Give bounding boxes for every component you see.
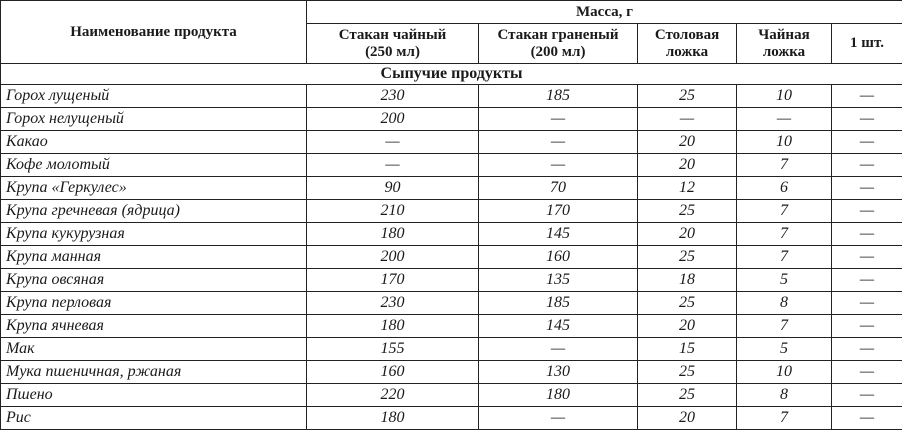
tea-glass-cell: —	[307, 131, 479, 154]
tea-glass-cell: 90	[307, 177, 479, 200]
table-row	[1, 200, 902, 223]
product-name-cell: Крупа ячневая	[1, 315, 307, 338]
table-row	[1, 407, 902, 430]
tea-glass-cell: 155	[307, 338, 479, 361]
tablespoon-cell: 12	[638, 177, 737, 200]
one-piece-cell: —	[832, 85, 902, 108]
column-header-tablespoon: Столовая ложка	[638, 24, 737, 64]
tea-glass-cell: 200	[307, 246, 479, 269]
teaspoon-cell: 6	[737, 177, 832, 200]
one-piece-cell: —	[832, 407, 902, 430]
product-name-cell: Крупа перловая	[1, 292, 307, 315]
table-row	[1, 269, 902, 292]
faceted-glass-cell: 185	[479, 292, 638, 315]
one-piece-cell: —	[832, 246, 902, 269]
table-header	[1, 1, 902, 64]
tablespoon-cell: 20	[638, 131, 737, 154]
one-piece-cell: —	[832, 177, 902, 200]
table-row	[1, 246, 902, 269]
faceted-glass-cell: 130	[479, 361, 638, 384]
table-row	[1, 223, 902, 246]
one-piece-cell: —	[832, 384, 902, 407]
one-piece-cell: —	[832, 292, 902, 315]
product-name-cell: Горох лущеный	[1, 85, 307, 108]
teaspoon-cell: 7	[737, 200, 832, 223]
tea-glass-cell: 180	[307, 223, 479, 246]
tea-glass-cell: 230	[307, 85, 479, 108]
faceted-glass-cell: —	[479, 154, 638, 177]
tablespoon-cell: 25	[638, 292, 737, 315]
tea-glass-cell: 200	[307, 108, 479, 131]
tea-glass-cell: —	[307, 154, 479, 177]
teaspoon-cell: 10	[737, 85, 832, 108]
teaspoon-cell: 10	[737, 131, 832, 154]
faceted-glass-cell: 185	[479, 85, 638, 108]
product-name-cell: Мак	[1, 338, 307, 361]
table-row	[1, 108, 902, 131]
teaspoon-cell: 5	[737, 338, 832, 361]
tea-glass-cell: 160	[307, 361, 479, 384]
column-header-one-piece: 1 шт.	[832, 24, 902, 64]
tablespoon-cell: 18	[638, 269, 737, 292]
faceted-glass-cell: —	[479, 407, 638, 430]
faceted-glass-cell: 145	[479, 315, 638, 338]
one-piece-cell: —	[832, 200, 902, 223]
table-body	[1, 64, 902, 430]
tablespoon-cell: 20	[638, 223, 737, 246]
one-piece-cell: —	[832, 131, 902, 154]
tablespoon-cell: 25	[638, 361, 737, 384]
column-header-teaspoon: Чайная ложка	[737, 24, 832, 64]
teaspoon-cell: —	[737, 108, 832, 131]
faceted-glass-cell: 145	[479, 223, 638, 246]
product-name-cell: Мука пшеничная, ржаная	[1, 361, 307, 384]
table-row	[1, 292, 902, 315]
column-header-faceted-glass: Стакан граненый (200 мл)	[479, 24, 638, 64]
teaspoon-cell: 5	[737, 269, 832, 292]
table-row	[1, 85, 902, 108]
tablespoon-cell: 25	[638, 200, 737, 223]
tea-glass-cell: 170	[307, 269, 479, 292]
one-piece-cell: —	[832, 269, 902, 292]
product-name-cell: Крупа кукурузная	[1, 223, 307, 246]
tablespoon-cell: 25	[638, 384, 737, 407]
product-name-cell: Крупа «Геркулес»	[1, 177, 307, 200]
teaspoon-cell: 8	[737, 292, 832, 315]
table-row	[1, 361, 902, 384]
product-name-cell: Какао	[1, 131, 307, 154]
one-piece-cell: —	[832, 154, 902, 177]
tablespoon-cell: 25	[638, 85, 737, 108]
faceted-glass-cell: —	[479, 338, 638, 361]
product-name-cell: Рис	[1, 407, 307, 430]
tablespoon-cell: 20	[638, 407, 737, 430]
table-row	[1, 338, 902, 361]
teaspoon-cell: 7	[737, 154, 832, 177]
tablespoon-cell: 20	[638, 315, 737, 338]
faceted-glass-cell: 180	[479, 384, 638, 407]
tea-glass-cell: 180	[307, 407, 479, 430]
one-piece-cell: —	[832, 223, 902, 246]
table-row	[1, 154, 902, 177]
tea-glass-cell: 220	[307, 384, 479, 407]
tea-glass-cell: 210	[307, 200, 479, 223]
tablespoon-cell: 25	[638, 246, 737, 269]
table-row	[1, 315, 902, 338]
product-name-cell: Кофе молотый	[1, 154, 307, 177]
tablespoon-cell: 20	[638, 154, 737, 177]
one-piece-cell: —	[832, 338, 902, 361]
tablespoon-cell: 15	[638, 338, 737, 361]
product-name-cell: Пшено	[1, 384, 307, 407]
product-name-cell: Крупа гречневая (ядрица)	[1, 200, 307, 223]
faceted-glass-cell: 160	[479, 246, 638, 269]
column-header-tea-glass: Стакан чайный (250 мл)	[307, 24, 479, 64]
teaspoon-cell: 8	[737, 384, 832, 407]
table-row	[1, 131, 902, 154]
one-piece-cell: —	[832, 361, 902, 384]
tea-glass-cell: 230	[307, 292, 479, 315]
tablespoon-cell: —	[638, 108, 737, 131]
faceted-glass-cell: 170	[479, 200, 638, 223]
section-title: Сыпучие продукты	[1, 64, 902, 85]
teaspoon-cell: 7	[737, 223, 832, 246]
teaspoon-cell: 10	[737, 361, 832, 384]
faceted-glass-cell: —	[479, 131, 638, 154]
faceted-glass-cell: 70	[479, 177, 638, 200]
table-row	[1, 177, 902, 200]
one-piece-cell: —	[832, 315, 902, 338]
mass-header: Масса, г	[307, 1, 902, 24]
one-piece-cell: —	[832, 108, 902, 131]
product-name-header: Наименование продукта	[1, 1, 307, 64]
faceted-glass-cell: 135	[479, 269, 638, 292]
product-name-cell: Крупа овсяная	[1, 269, 307, 292]
product-name-cell: Крупа манная	[1, 246, 307, 269]
teaspoon-cell: 7	[737, 407, 832, 430]
product-name-cell: Горох нелущеный	[1, 108, 307, 131]
table-row	[1, 384, 902, 407]
teaspoon-cell: 7	[737, 246, 832, 269]
tea-glass-cell: 180	[307, 315, 479, 338]
teaspoon-cell: 7	[737, 315, 832, 338]
section-row	[1, 64, 902, 85]
faceted-glass-cell: —	[479, 108, 638, 131]
